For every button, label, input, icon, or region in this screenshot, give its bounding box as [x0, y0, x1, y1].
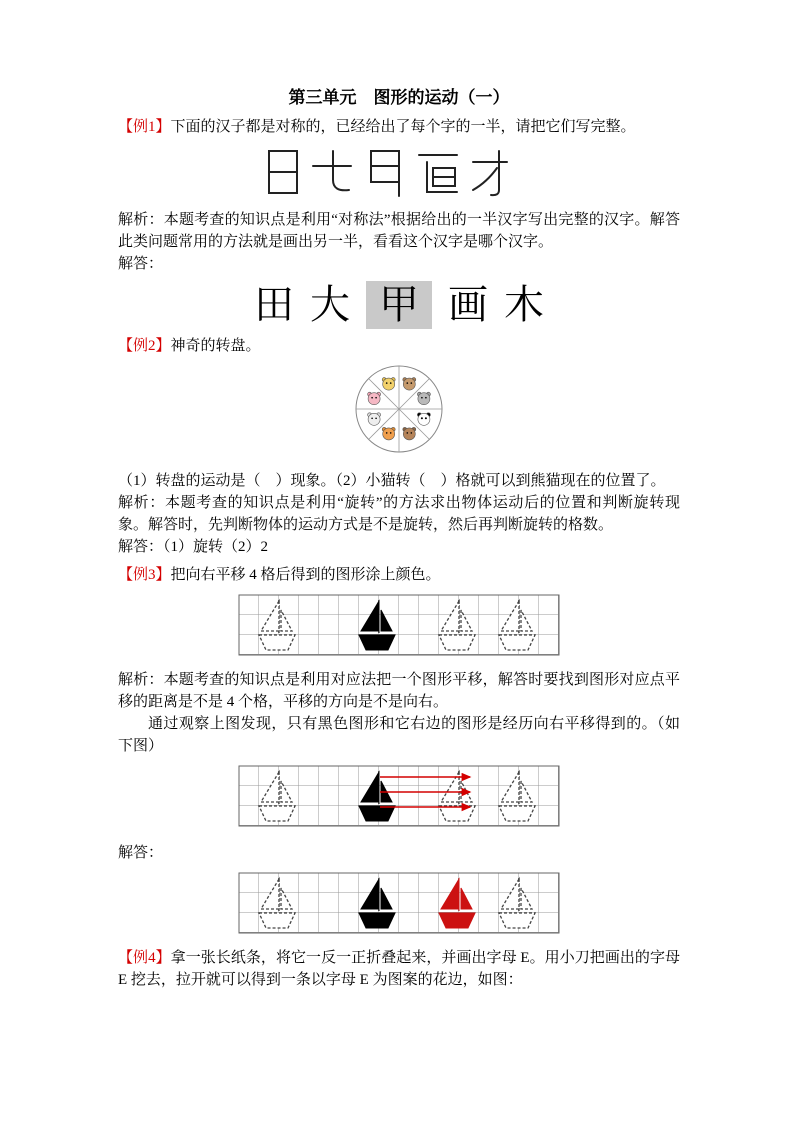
spinner-wheel-drawing — [353, 363, 445, 455]
answer-char-jia: 甲 — [366, 281, 432, 329]
grid-answer-drawing — [238, 872, 560, 934]
half-characters-figure — [118, 146, 680, 205]
translation-grid-arrows — [118, 765, 680, 832]
example3-observation: 通过观察上图发现，只有黑色图形和它右边的图形是经历向右平移得到的。（如下图） — [118, 716, 680, 754]
rabbit-icon — [368, 413, 381, 426]
hua-half-glyph — [419, 155, 457, 192]
example4-marker: 【例4】 — [118, 950, 171, 966]
example2-analysis: 解析：本题考查的知识点是利用“旋转”的方法求出物体运动后的位置和判断旋转现象。解答时，先判断物体的运动方式是不是旋转，然后再判断旋转的格数。 — [118, 495, 680, 533]
cat-icon — [382, 427, 395, 440]
answer-char-tian: 田 — [254, 282, 294, 327]
answer-characters-figure — [118, 281, 680, 329]
example4-question: 【例4】拿一张长纸条，将它一反一正折叠起来，并画出字母 E。用小刀把画出的字母 E 挖去，拉开就可以得到一条以字母 E 为图案的花边，如图： — [118, 950, 680, 988]
panda-icon — [417, 413, 430, 426]
spinner-wheel-figure — [118, 363, 680, 460]
example2-subquestions: （1）转盘的运动是（ ）现象。（2）小猫转（ ）格就可以到熊猫现在的位置了。 — [118, 473, 666, 489]
worksheet-page — [118, 86, 680, 991]
answer-char-hua: 画 — [448, 282, 488, 327]
half-characters-drawing — [259, 146, 539, 200]
grid-question-drawing — [238, 594, 560, 656]
translation-grid-question — [118, 594, 680, 661]
da-half-glyph — [313, 151, 351, 190]
monkey-icon — [403, 378, 416, 391]
mu-half-glyph — [473, 151, 507, 195]
example3-analysis: 解析：本题考查的知识点是利用对应法把一个图形平移，解答时要找到图形对应点平移的距离是不是 4 个格，平移的方向是不是向右。 — [118, 672, 680, 710]
example1-marker: 【例1】 — [118, 119, 171, 135]
example1-question: 【例1】下面的汉子都是对称的，已经给出了每个字的一半，请把它们写完整。 — [118, 119, 636, 135]
chick-icon — [382, 378, 395, 391]
answer-char-mu: 木 — [504, 282, 544, 327]
grid-arrows-drawing — [238, 765, 560, 827]
tian-half-glyph — [269, 151, 297, 193]
mouse-icon — [417, 392, 430, 405]
page-title: 第三单元 图形的运动（一） — [288, 88, 510, 107]
answer-char-da: 大 — [310, 282, 350, 327]
jia-half-glyph — [371, 151, 399, 196]
example3-answer-label: 解答： — [118, 845, 164, 861]
example1-analysis: 解析：本题考查的知识点是利用“对称法”根据给出的一半汉字写出完整的汉字。解答此类问题常用的方法就是画出另一半，看看这个汉字是哪个汉字。 — [118, 212, 680, 250]
pig-icon — [368, 392, 381, 405]
example2-answer: 解答：（1）旋转（2）2 — [118, 539, 269, 555]
dog-icon — [403, 427, 416, 440]
example3-marker: 【例3】 — [118, 567, 171, 583]
example3-question: 【例3】把向右平移 4 格后得到的图形涂上颜色。 — [118, 567, 441, 583]
example2-question: 【例2】神奇的转盘。 — [118, 338, 261, 354]
translation-grid-answer — [118, 872, 680, 939]
example1-answer-label: 解答： — [118, 256, 164, 272]
wheel-sector-lines — [356, 366, 442, 452]
example2-marker: 【例2】 — [118, 338, 171, 354]
